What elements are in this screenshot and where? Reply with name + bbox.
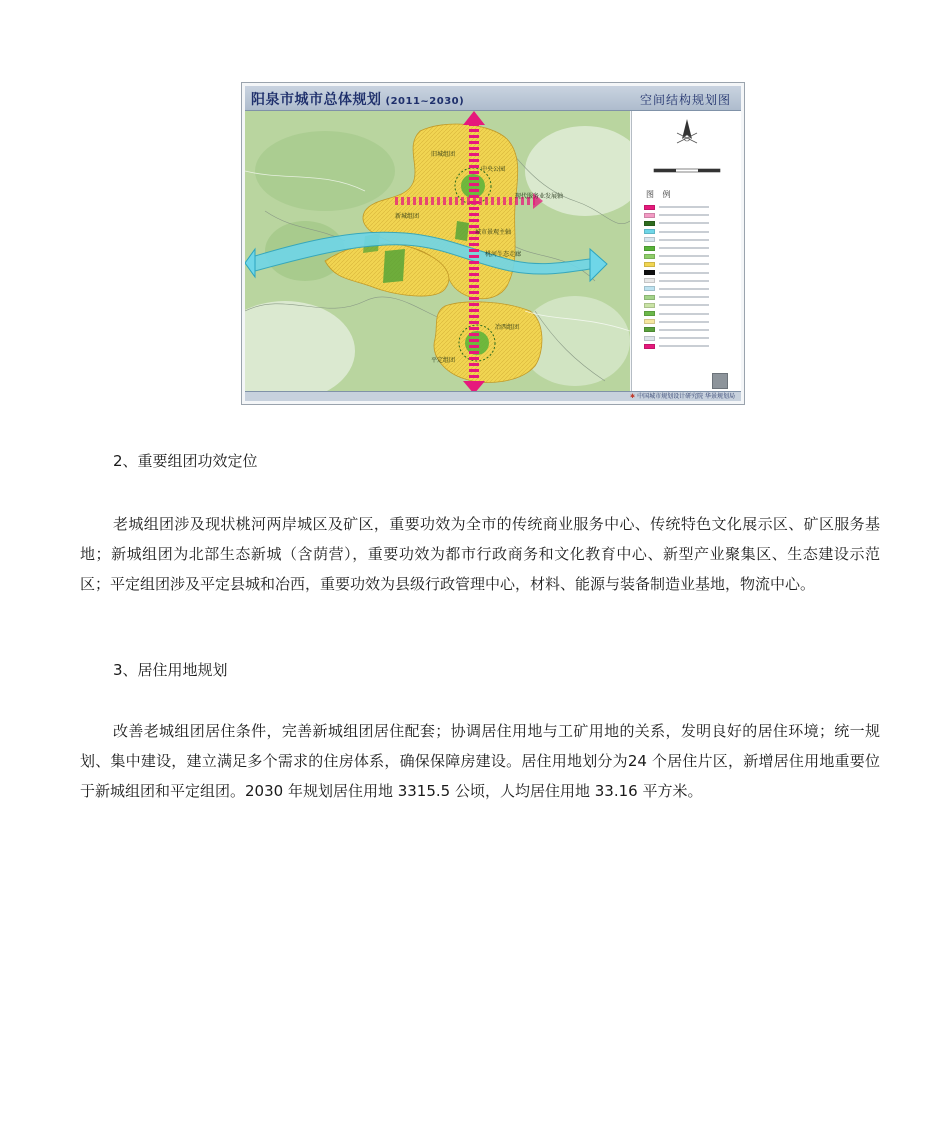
map-label-central-park: 中央公园 <box>481 166 506 173</box>
legend-list <box>644 203 736 350</box>
legend-row <box>644 285 736 293</box>
east-west-axis <box>395 197 535 205</box>
map-label-yexi: 冶西组团 <box>495 324 520 331</box>
legend-row <box>644 244 736 252</box>
map-title-bar <box>245 86 741 111</box>
legend-row <box>644 318 736 326</box>
map-canvas <box>245 111 630 394</box>
north-south-axis <box>469 123 479 385</box>
section-2-body: 老城组团涉及现状桃河两岸城区及矿区，重要功效为全市的传统商业服务中心、传统特色文化展示区、矿区服务基地；新城组团为北部生态新城（含荫营），重要功效为都市行政商务和文化教育中心、新型产业聚集区、生态建设示范区；平定组团涉及平定县城和冶西，重要功效为县级行政管理中心，材料、能源与装备制造业基地，物流中心。 <box>80 515 880 593</box>
legend-row <box>644 260 736 268</box>
legend-row <box>644 334 736 342</box>
section-2-heading: 2、重要组团功效定位 <box>113 452 258 470</box>
legend-row <box>644 301 736 309</box>
legend-heading: 图 例 <box>646 190 674 199</box>
institute-logo-icon: ✱ <box>630 393 636 400</box>
map-title-years: (2011~2030) <box>385 96 465 107</box>
map-label-service-axis: 现代服务业发展轴 <box>515 193 564 200</box>
legend-row <box>644 277 736 285</box>
map-legend-panel <box>631 111 741 394</box>
legend-row <box>644 309 736 317</box>
planning-map-figure <box>241 82 745 405</box>
map-label-landscape-axis: 城市景观主轴 <box>475 229 512 236</box>
legend-row <box>644 236 736 244</box>
map-label-river-corridor: 桃河生态走廊 <box>485 251 522 258</box>
legend-row <box>644 211 736 219</box>
legend-row <box>644 293 736 301</box>
legend-row <box>644 326 736 334</box>
map-footer-text: ✱ 中国城市规划设计研究院 华景规划局 <box>630 393 735 400</box>
map-subtitle: 空间结构规划图 <box>639 93 731 107</box>
legend-row <box>644 269 736 277</box>
map-label-old-city: 旧城组团 <box>431 151 456 158</box>
section-3-heading: 3、居住用地规划 <box>113 661 228 679</box>
legend-row <box>644 228 736 236</box>
legend-row <box>644 252 736 260</box>
scale-bar-icon <box>652 163 722 179</box>
map-label-pingding: 平定组团 <box>431 357 456 364</box>
legend-thumbnail <box>712 373 728 389</box>
legend-row <box>644 219 736 227</box>
section-3-body: 改善老城组团居住条件，完善新城组团居住配套；协调居住用地与工矿用地的关系，发明良好的居住环境；统一规划、集中建设，建立满足多个需求的住房体系，确保保障房建设。居住用地划分为24 个居住片区，新增居住用地重要位于新城组团和平定组团。2030 年规划居住用地 3315.5 公顷，人均居住用地 33.16 平方米。 <box>80 722 880 800</box>
map-label-new-city: 新城组团 <box>395 213 420 220</box>
legend-row <box>644 342 736 350</box>
map-title: 阳泉市城市总体规划 (2011~2030) <box>251 92 465 108</box>
north-arrow-icon <box>672 117 702 153</box>
map-footer <box>245 391 741 401</box>
legend-row <box>644 203 736 211</box>
